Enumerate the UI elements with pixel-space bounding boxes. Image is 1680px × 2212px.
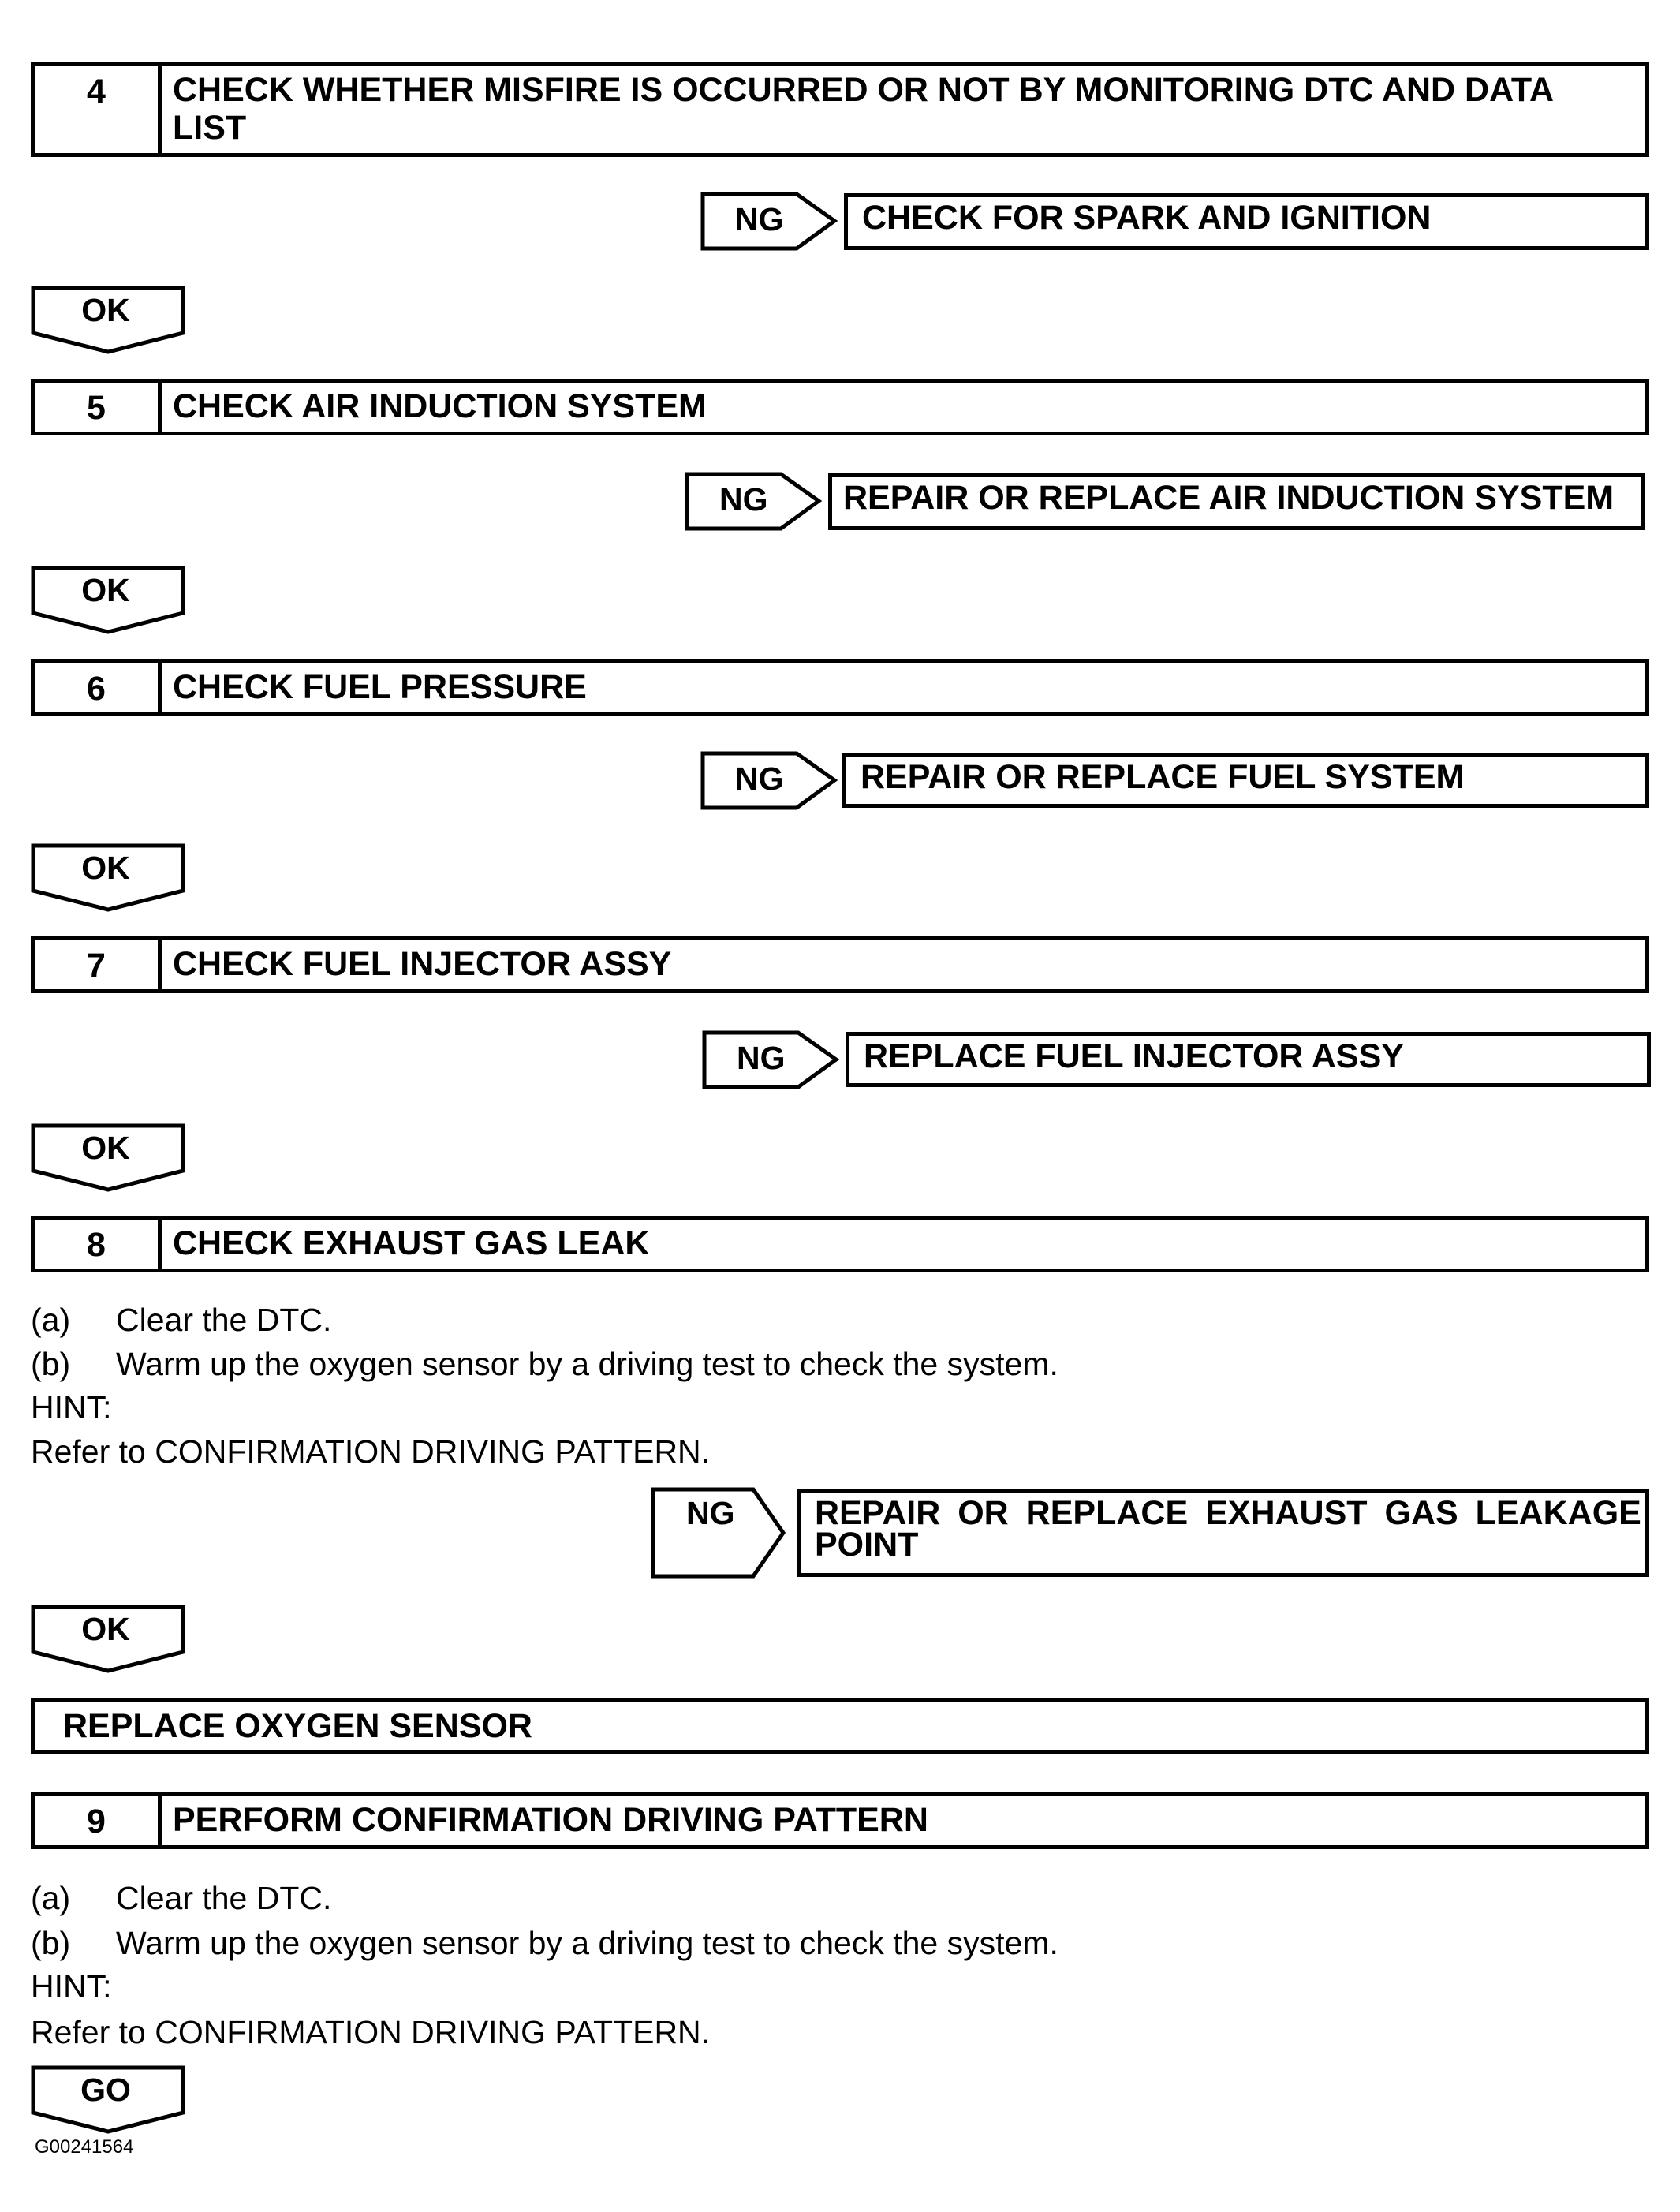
step-title: PERFORM CONFIRMATION DRIVING PATTERN (173, 1801, 928, 1839)
step-title: CHECK FUEL PRESSURE (173, 668, 587, 706)
instruction-b: (b) Warm up the oxygen sensor by a driving test to check the system. (31, 1925, 1058, 1961)
ok-arrow: OK (31, 286, 185, 349)
instruction-a: (a) Clear the DTC. (31, 1880, 332, 1916)
step-number: 4 (35, 66, 162, 153)
hint-label: HINT: (31, 1389, 112, 1425)
step-number: 6 (35, 663, 162, 712)
ng-result-box: REPAIR OR REPLACE AIR INDUCTION SYSTEM (828, 473, 1645, 530)
figure-code: G00241564 (35, 2136, 134, 2158)
ok-arrow: OK (31, 1123, 185, 1186)
step-8-box (31, 1216, 1649, 1272)
hint-text: Refer to CONFIRMATION DRIVING PATTERN. (31, 1433, 711, 1470)
ng-result-box: REPAIR OR REPLACE FUEL SYSTEM (842, 753, 1649, 808)
ok-arrow: OK (31, 566, 185, 629)
instruction-b: (b) Warm up the oxygen sensor by a driving test to check the system. (31, 1346, 1058, 1382)
step-number: 8 (35, 1220, 162, 1269)
action-title: REPLACE OXYGEN SENSOR (63, 1707, 532, 1745)
hint-label: HINT: (31, 1968, 112, 2005)
step-4-box (31, 62, 1649, 157)
step-9-box (31, 1792, 1649, 1849)
hint-text: Refer to CONFIRMATION DRIVING PATTERN. (31, 2014, 711, 2050)
ok-arrow: OK (31, 1605, 185, 1668)
step-title: CHECK EXHAUST GAS LEAK (173, 1224, 650, 1262)
replace-oxygen-sensor-box (31, 1698, 1649, 1754)
step-6-box (31, 659, 1649, 716)
step-title: CHECK AIR INDUCTION SYSTEM (173, 387, 707, 425)
ng-result-box: REPAIR OR REPLACE EXHAUST GAS LEAKAGE POINT (797, 1489, 1649, 1577)
step-5-box (31, 379, 1649, 435)
step-7-box (31, 936, 1649, 993)
ng-result-box: CHECK FOR SPARK AND IGNITION (844, 193, 1649, 250)
step-title: CHECK WHETHER MISFIRE IS OCCURRED OR NOT BY MONITORING DTC AND DATA LIST (173, 71, 1553, 147)
step-number: 5 (35, 383, 162, 432)
go-arrow: GO (31, 2065, 185, 2128)
ng-result-box: REPLACE FUEL INJECTOR ASSY (846, 1032, 1651, 1087)
step-number: 9 (35, 1796, 162, 1845)
ok-arrow: OK (31, 843, 185, 906)
step-title: CHECK FUEL INJECTOR ASSY (173, 945, 672, 983)
step-number: 7 (35, 940, 162, 989)
instruction-a: (a) Clear the DTC. (31, 1302, 332, 1338)
